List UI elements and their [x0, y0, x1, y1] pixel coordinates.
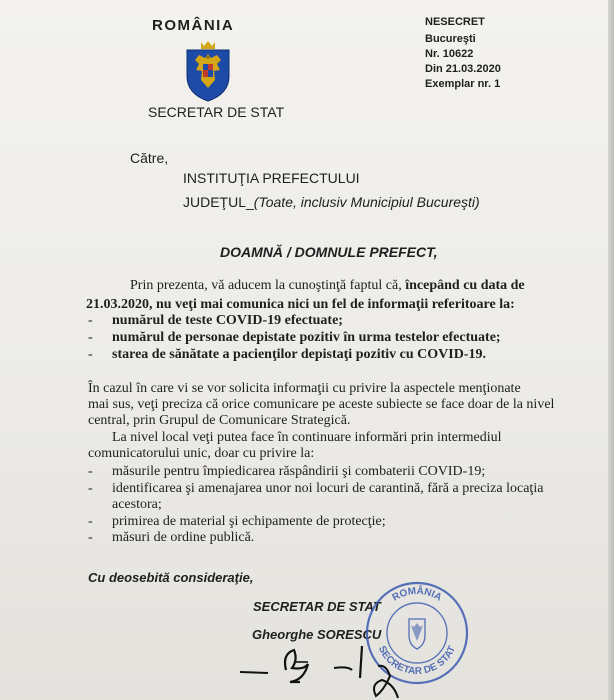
body-paragraph-1-line-1 — [130, 278, 525, 294]
bullet-dash: - — [88, 313, 93, 328]
document-date: Din 21.03.2020 — [425, 63, 501, 75]
body-paragraph-2-line-1: În cazul în care vi se vor solicita informaţii cu privire la aspectele menţionate — [88, 381, 521, 396]
list-item: măsurile pentru împiedicarea răspândirii şi combaterii COVID-19; — [112, 464, 486, 479]
bold-list-item: numărul de teste COVID-19 efectuate; — [112, 313, 343, 328]
signatory-name: Gheorghe SORESCU — [252, 627, 382, 642]
body-paragraph-2-line-2: mai sus, veţi preciza că orice comunicare pe aceste subiecte se face doar de la nivel — [88, 397, 555, 412]
list-item: măsuri de ordine publică. — [112, 530, 255, 545]
stamp-top-text: ROMÂNIA — [390, 585, 444, 604]
county-prefix: JUDEŢUL_ — [183, 194, 254, 210]
classification-label: NESECRET — [425, 16, 485, 28]
bullet-dash: - — [88, 481, 93, 496]
p1-start-bold: începând cu data de — [405, 278, 525, 293]
signatory-title: SECRETAR DE STAT — [253, 599, 381, 614]
addressee-to: Către, — [130, 150, 169, 166]
bullet-dash: - — [88, 330, 93, 345]
closing-phrase: Cu deosebită consideraţie, — [88, 570, 254, 585]
list-item: primirea de material şi echipamente de protecţie; — [112, 514, 386, 529]
registration-number: Nr. 10622 — [425, 48, 474, 60]
body-paragraph-3-line-1: La nivel local veţi putea face în continuare informări prin intermediul — [112, 430, 502, 445]
coat-of-arms-icon — [184, 40, 232, 102]
bullet-dash: - — [88, 464, 93, 479]
county-detail: (Toate, inclusiv Municipiul Bucureşti) — [253, 194, 480, 210]
bullet-dash: - — [88, 530, 93, 545]
page-edge-shadow — [608, 0, 614, 700]
country-name: ROMÂNIA — [152, 17, 235, 34]
bullet-dash: - — [88, 347, 93, 362]
list-item-continuation: acestora; — [112, 497, 162, 512]
bold-list-item: starea de sănătate a pacienţilor depistaţi pozitiv cu COVID-19. — [112, 347, 486, 362]
body-paragraph-3-line-2: comunicatorului unic, doar cu privire la: — [88, 446, 315, 461]
stamp-bottom-text: SECRETAR DE STAT — [375, 644, 459, 678]
copy-number: Exemplar nr. 1 — [425, 78, 501, 90]
p1-start-text: Prin prezenta, vă aducem la cunoştinţă faptul că, — [130, 278, 406, 293]
bullet-dash: - — [88, 514, 93, 529]
list-item: identificarea şi amenajarea unor noi locuri de carantină, fără a preciza locaţia — [112, 481, 544, 496]
salutation: DOAMNĂ / DOMNULE PREFECT, — [220, 244, 438, 260]
bold-list-item: numărul de personae depistate pozitiv în urma testelor efectuate; — [112, 330, 501, 345]
addressee-county — [183, 194, 480, 210]
addressee-institution: INSTITUŢIA PREFECTULUI — [183, 170, 360, 186]
office-title: SECRETAR DE STAT — [148, 104, 285, 120]
body-paragraph-2-line-3: central, prin Grupul de Comunicare Strategică. — [88, 413, 351, 428]
body-paragraph-1-line-2: 21.03.2020, nu veţi mai comunica nici un fel de informaţii referitoare la: — [86, 297, 515, 312]
city-label: Bucureşti — [425, 33, 476, 45]
handwritten-signature-icon — [238, 640, 428, 700]
